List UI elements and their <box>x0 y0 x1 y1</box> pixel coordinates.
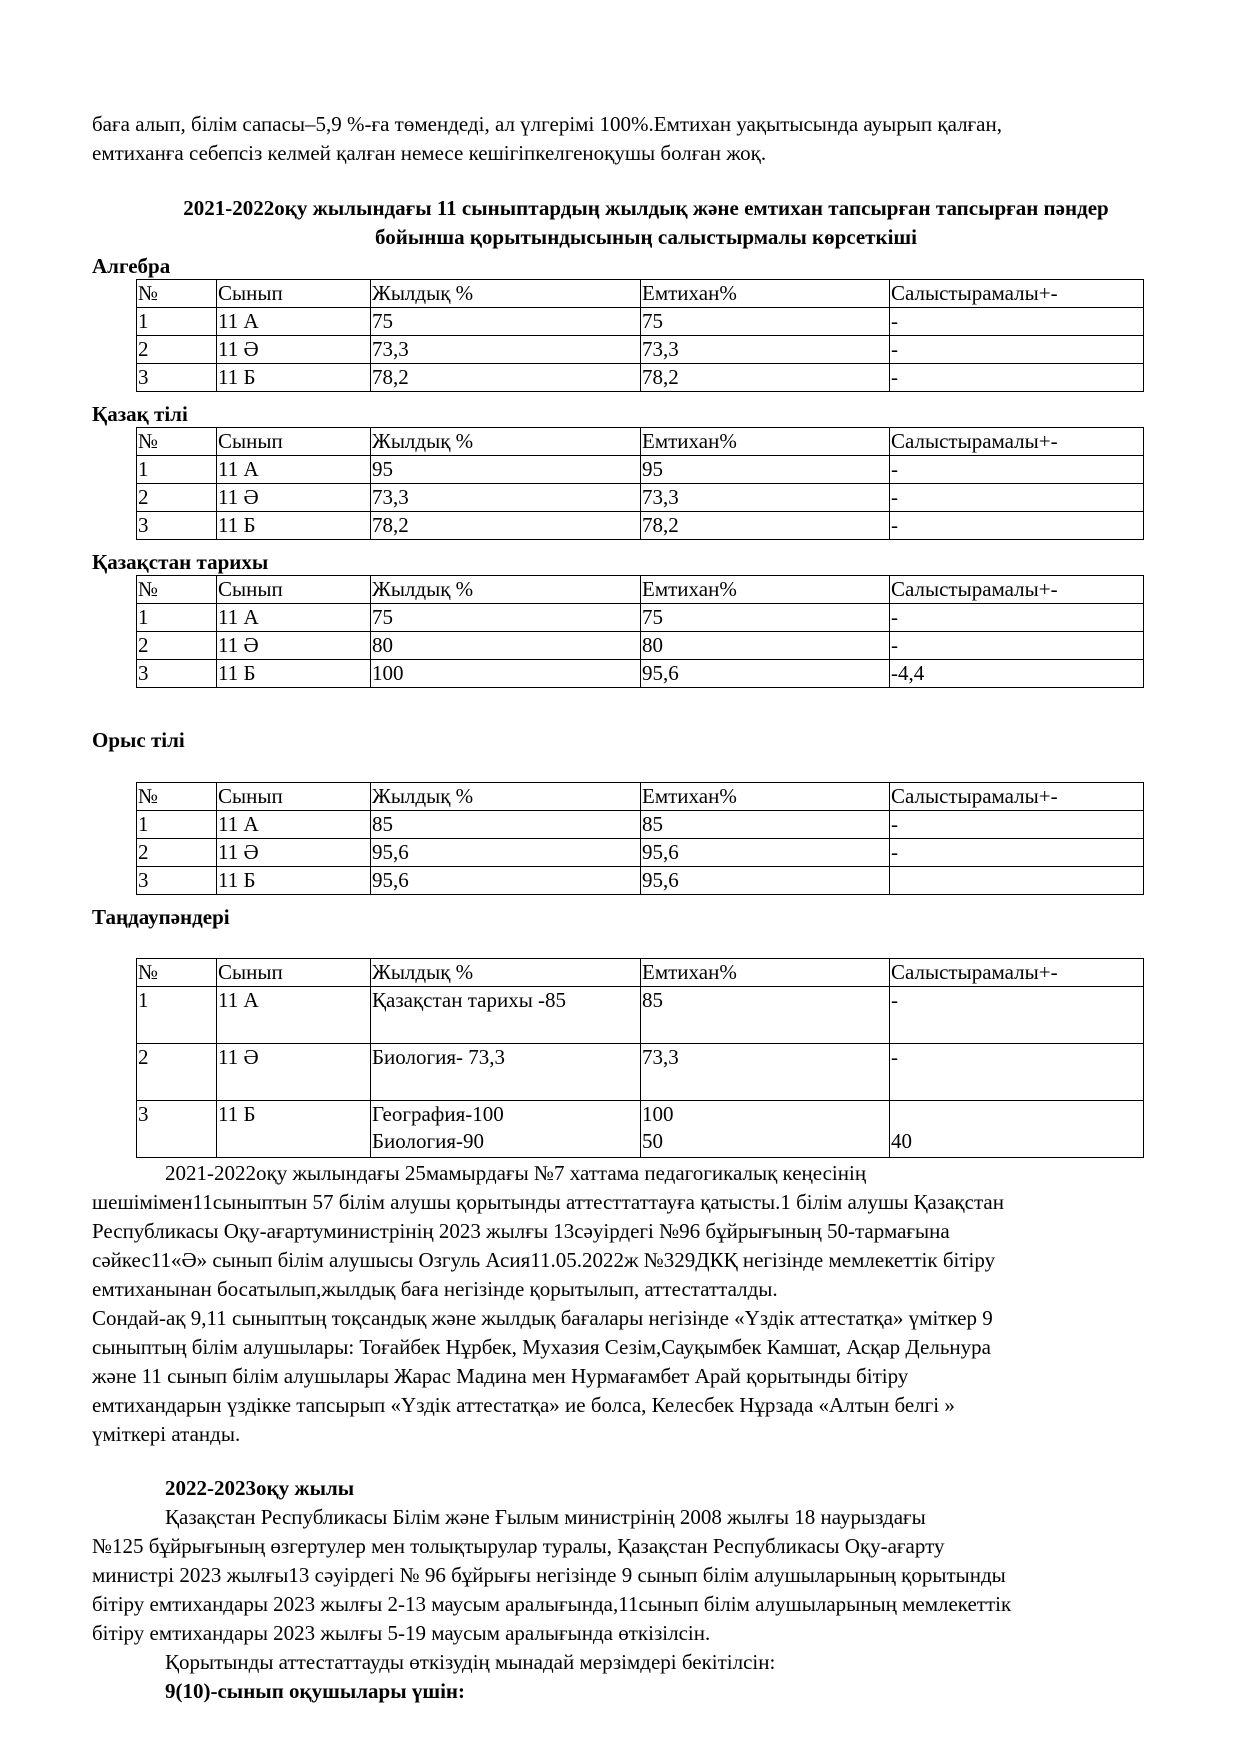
kazakh-table <box>136 427 1144 540</box>
table-row <box>137 484 1144 512</box>
intro-line: емтиханға себепсіз келмей қалған немесе кешігіпкелгеноқушы болған жоқ. <box>92 141 767 165</box>
table-cell: 11 Б <box>217 867 371 895</box>
table-cell: 11 Ә <box>217 484 371 512</box>
cell-line: Биология-90 <box>372 1129 485 1153</box>
table-cell: -4,4 <box>890 660 1144 688</box>
table-cell: 3 <box>137 660 217 688</box>
body-line: үміткері атанды. <box>92 1422 241 1446</box>
body-line: емтиханынан босатылып,жылдық баға негізінде қорытылып, аттестатталды. <box>92 1277 778 1301</box>
body-paragraph-2 <box>92 1304 1200 1449</box>
table-cell: - <box>890 839 1144 867</box>
table-cell: 11 А <box>217 811 371 839</box>
table-cell: 3 <box>137 364 217 392</box>
table-header-row <box>137 959 1144 987</box>
table-cell: 73,3 <box>641 1044 890 1101</box>
title-line: бойынша қорытындысының салыстырмалы көрсеткіші <box>375 225 917 249</box>
table-cell: 11 А <box>217 604 371 632</box>
header-cell: Салыстырамалы+- <box>890 428 1144 456</box>
table-row <box>137 1101 1144 1158</box>
table-row <box>137 1044 1144 1101</box>
body-line: сәйкес11«Ә» сынып білім алушысы Озгуль Асия11.05.2022ж №329ДКҚ негізінде мемлекеттік бітіру <box>92 1248 996 1272</box>
table-cell: 75 <box>371 308 641 336</box>
table-cell: - <box>890 456 1144 484</box>
header-cell: Салыстырамалы+- <box>890 959 1144 987</box>
table-cell: 100 <box>371 660 641 688</box>
body-line: 2021-2022оқу жылындағы 25мамырдағы №7 хаттама педагогикалық кеңесінің <box>165 1161 867 1185</box>
table-row <box>137 839 1144 867</box>
table-cell: 11 Б <box>217 1101 371 1158</box>
table-cell: 2 <box>137 336 217 364</box>
cell-line: 40 <box>891 1129 912 1153</box>
table-cell <box>890 867 1144 895</box>
table-cell: 1 <box>137 308 217 336</box>
subject-heading-kazakh: Қазақ тілі <box>92 402 188 426</box>
header-cell: Емтихан% <box>641 959 890 987</box>
table-cell: 11 А <box>217 456 371 484</box>
header-cell: Жылдық % <box>371 959 641 987</box>
table-row <box>137 660 1144 688</box>
table-cell: 78,2 <box>641 512 890 540</box>
header-cell: Жылдық % <box>371 783 641 811</box>
body-line: және 11 сынып білім алушылары Жарас Мадина мен Нурмағамбет Арай қорытынды бітіру <box>92 1364 909 1388</box>
table-cell: - <box>890 364 1144 392</box>
table-row <box>137 604 1144 632</box>
header-cell: Салыстырамалы+- <box>890 783 1144 811</box>
table-cell: 75 <box>641 604 890 632</box>
header-cell: № <box>137 428 217 456</box>
header-cell: Салыстырамалы+- <box>890 576 1144 604</box>
subject-heading-algebra: Алгебра <box>92 254 171 278</box>
table-cell: 1 <box>137 987 217 1044</box>
table-row <box>137 456 1144 484</box>
header-cell: № <box>137 783 217 811</box>
header-cell: Сынып <box>217 428 371 456</box>
header-cell: Сынып <box>217 576 371 604</box>
table-row <box>137 987 1144 1044</box>
table-cell: 11 А <box>217 987 371 1044</box>
table-cell: 80 <box>641 632 890 660</box>
table-header-row <box>137 783 1144 811</box>
body-line: бітіру емтихандары 2023 жылғы 5-19 маусым аралығында өткізілсін. <box>92 1621 711 1645</box>
table-cell: 95,6 <box>371 839 641 867</box>
body-line: шешімімен11сыныптын 57 білім алушы қорытынды аттесттаттауға қатысты.1 білім алушы Қазақстан <box>92 1190 1004 1214</box>
table-cell: 95 <box>371 456 641 484</box>
table-header-row <box>137 428 1144 456</box>
table-cell: 11 Ә <box>217 1044 371 1101</box>
table-cell: - <box>890 308 1144 336</box>
table-row <box>137 364 1144 392</box>
table-cell: 11 Б <box>217 512 371 540</box>
table-cell <box>890 1101 1144 1158</box>
table-cell: - <box>890 1044 1144 1101</box>
table-cell: - <box>890 811 1144 839</box>
header-cell: Жылдық % <box>371 576 641 604</box>
table-header-row <box>137 280 1144 308</box>
title-line: 2021-2022оқу жылындағы 11 сыныптардың жылдық және емтихан тапсырған тапсырған пәндер <box>183 196 1109 220</box>
body-line: Сондай-ақ 9,11 сыныптың тоқсандық және жылдық бағалары негізінде «Үздік аттестатқа» үміткер 9 <box>92 1306 993 1330</box>
table-cell: 73,3 <box>371 336 641 364</box>
table-cell: 11 Б <box>217 660 371 688</box>
intro-line: баға алып, білім сапасы–5,9 %-ға төмендеді, ал үлгерімі 100%.Емтихан уақытысында ауырып қалған, <box>92 112 1002 136</box>
cell-line: 50 <box>642 1129 663 1153</box>
body-line: Қорытынды аттестаттауды өткізудің мынадай мерзімдері бекітілсін: <box>165 1650 776 1674</box>
table-cell: 73,3 <box>641 336 890 364</box>
subject-heading-history: Қазақстан тарихы <box>92 550 269 574</box>
table-cell: 1 <box>137 456 217 484</box>
table-cell <box>371 1101 641 1158</box>
body-line: сыныптың білім алушылары: Тоғайбек Нұрбек, Мухазия Сезім,Сауқымбек Камшат, Асқар Дельнура <box>92 1335 991 1359</box>
table-row <box>137 336 1144 364</box>
algebra-table <box>136 279 1144 392</box>
table-cell: 85 <box>641 811 890 839</box>
body-line: Қазақстан Республикасы Білім және Ғылым министрінің 2008 жылғы 18 наурыздағы <box>165 1505 926 1529</box>
body-line: бітіру емтихандары 2023 жылғы 2-13 маусым аралығында,11сынып білім алушыларының мемлекеттік <box>92 1592 1012 1616</box>
table-cell: 3 <box>137 512 217 540</box>
table-cell: 73,3 <box>371 484 641 512</box>
table-cell: - <box>890 336 1144 364</box>
year-section <box>92 1474 1200 1706</box>
header-cell: Салыстырамалы+- <box>890 280 1144 308</box>
table-cell: 95,6 <box>641 839 890 867</box>
table-row <box>137 632 1144 660</box>
table-header-row <box>137 576 1144 604</box>
history-table <box>136 575 1144 688</box>
table-row <box>137 308 1144 336</box>
header-cell: Сынып <box>217 783 371 811</box>
table-cell: 3 <box>137 867 217 895</box>
table-row <box>137 811 1144 839</box>
table-cell: 75 <box>641 308 890 336</box>
subject-heading-elective: Таңдаупәндері <box>92 905 230 929</box>
table-cell: - <box>890 512 1144 540</box>
subsection-heading: 9(10)-сынып оқушылары үшін: <box>165 1679 466 1703</box>
table-cell: 11 А <box>217 308 371 336</box>
table-row <box>137 512 1144 540</box>
header-cell: Сынып <box>217 959 371 987</box>
table-cell: 11 Б <box>217 364 371 392</box>
table-cell: 3 <box>137 1101 217 1158</box>
header-cell: Емтихан% <box>641 428 890 456</box>
table-cell: 95,6 <box>641 867 890 895</box>
cell-line: География-100 <box>372 1102 504 1126</box>
table-cell: 75 <box>371 604 641 632</box>
table-cell: - <box>890 484 1144 512</box>
table-cell: 80 <box>371 632 641 660</box>
table-cell: 2 <box>137 484 217 512</box>
body-line: емтихандарын үздікке тапсырып «Үздік аттестатқа» ие болса, Келесбек Нұрзада «Алтын белгі » <box>92 1393 955 1417</box>
table-cell: 1 <box>137 811 217 839</box>
table-cell: 2 <box>137 632 217 660</box>
table-cell: 85 <box>641 987 890 1044</box>
table-cell: 73,3 <box>641 484 890 512</box>
table-cell: 95 <box>641 456 890 484</box>
body-line: №125 бұйрығының өзгертулер мен толықтырулар туралы, Қазақстан Республикасы Оқу-ағарту <box>92 1534 945 1558</box>
table-cell: 2 <box>137 839 217 867</box>
subject-heading-russian: Орыс тілі <box>92 728 185 752</box>
table-cell: 95,6 <box>371 867 641 895</box>
header-cell: Жылдық % <box>371 428 641 456</box>
table-cell: 11 Ә <box>217 336 371 364</box>
table-cell: Биология- 73,3 <box>371 1044 641 1101</box>
table-cell: Қазақстан тарихы -85 <box>371 987 641 1044</box>
table-cell: - <box>890 632 1144 660</box>
report-title <box>92 194 1200 252</box>
table-cell: - <box>890 604 1144 632</box>
elective-table <box>136 958 1144 1158</box>
header-cell: Емтихан% <box>641 576 890 604</box>
table-row <box>137 867 1144 895</box>
russian-table <box>136 782 1144 895</box>
table-cell <box>641 1101 890 1158</box>
header-cell: Емтихан% <box>641 280 890 308</box>
table-cell: 78,2 <box>371 364 641 392</box>
header-cell: Емтихан% <box>641 783 890 811</box>
table-cell: 85 <box>371 811 641 839</box>
header-cell: № <box>137 959 217 987</box>
body-paragraph-1 <box>92 1159 1200 1304</box>
table-cell: 78,2 <box>641 364 890 392</box>
header-cell: № <box>137 576 217 604</box>
table-cell: 1 <box>137 604 217 632</box>
table-cell: 11 Ә <box>217 632 371 660</box>
header-cell: Сынып <box>217 280 371 308</box>
table-cell: 11 Ә <box>217 839 371 867</box>
header-cell: Жылдық % <box>371 280 641 308</box>
cell-line: 100 <box>642 1102 674 1126</box>
intro-paragraph <box>92 110 1200 168</box>
body-line: Республикасы Оқу-ағартуминистрінің 2023 жылғы 13сәуірдегі №96 бұйрығының 50-тармағына <box>92 1219 950 1243</box>
cell-line <box>891 1101 1142 1128</box>
body-line: министрі 2023 жылғы13 сәуірдегі № 96 бұйрығы негізінде 9 сынып білім алушыларының қорытынды <box>92 1563 1006 1587</box>
table-cell: 95,6 <box>641 660 890 688</box>
table-cell: 78,2 <box>371 512 641 540</box>
section-heading: 2022-2023оқу жылы <box>165 1476 355 1500</box>
table-cell: - <box>890 987 1144 1044</box>
header-cell: № <box>137 280 217 308</box>
table-cell: 2 <box>137 1044 217 1101</box>
